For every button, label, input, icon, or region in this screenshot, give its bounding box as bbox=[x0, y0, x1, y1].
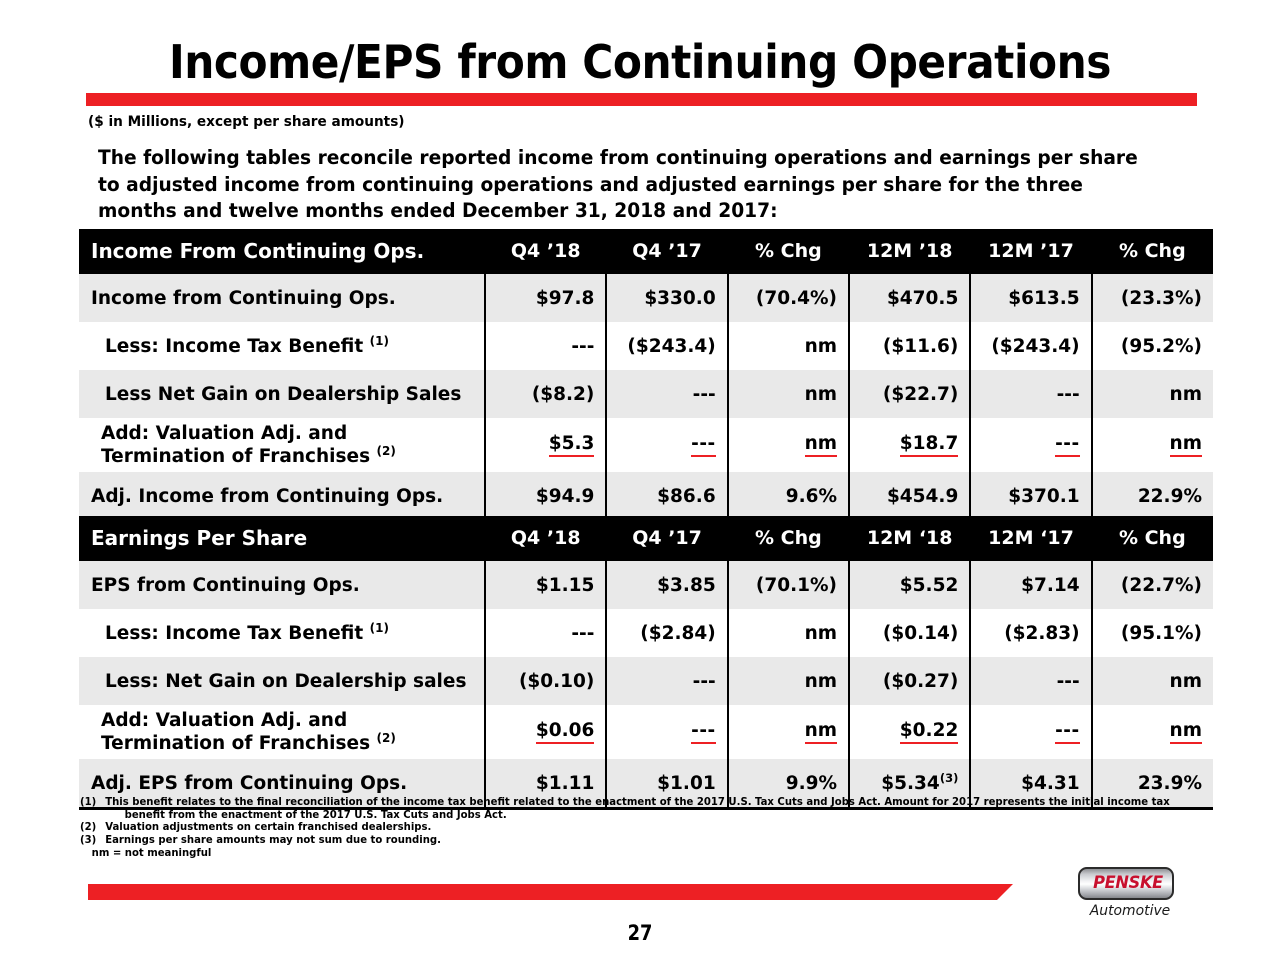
column-header-q4-17: Q4 ’17 bbox=[606, 229, 727, 273]
row-value: (23.3%) bbox=[1092, 273, 1213, 322]
row-value-text: $5.34 bbox=[881, 772, 940, 794]
row-value: $454.9 bbox=[849, 472, 970, 522]
row-value-underlined: nm bbox=[805, 433, 837, 457]
row-label bbox=[79, 418, 485, 472]
row-value: --- bbox=[970, 370, 1091, 418]
row-value-underlined: $5.3 bbox=[549, 433, 595, 457]
row-value: --- bbox=[485, 609, 606, 657]
column-header-12m-17: 12M ‘17 bbox=[970, 516, 1091, 560]
earnings-per-share-table bbox=[79, 516, 1213, 810]
row-value: ($0.14) bbox=[849, 609, 970, 657]
table-row bbox=[79, 418, 1213, 472]
table-row bbox=[79, 273, 1213, 322]
footnote-text: Earnings per share amounts may not sum due to rounding. bbox=[105, 833, 441, 846]
row-label-line1: Add: Valuation Adj. and bbox=[101, 423, 348, 444]
row-value: ($11.6) bbox=[849, 322, 970, 370]
footnote-marker: (2) bbox=[376, 443, 396, 458]
row-value: ($243.4) bbox=[970, 322, 1091, 370]
row-value: --- bbox=[606, 657, 727, 705]
row-label: Income from Continuing Ops. bbox=[79, 273, 485, 322]
column-header-pct-chg-y: % Chg bbox=[1092, 229, 1213, 273]
row-value: nm bbox=[728, 609, 849, 657]
page-number: 27 bbox=[627, 921, 653, 945]
row-label: Less: Net Gain on Dealership sales bbox=[79, 657, 485, 705]
row-value-underlined: $0.22 bbox=[900, 720, 959, 744]
footnotes-block bbox=[80, 796, 1186, 860]
footnote-marker: (2) bbox=[376, 730, 396, 745]
row-value: 9.9% bbox=[728, 759, 849, 809]
row-value bbox=[728, 705, 849, 759]
row-value-underlined: nm bbox=[805, 720, 837, 744]
row-value: ($8.2) bbox=[485, 370, 606, 418]
row-value-underlined: nm bbox=[1170, 433, 1202, 457]
column-header-pct-chg-q: % Chg bbox=[728, 229, 849, 273]
row-value: $1.15 bbox=[485, 560, 606, 609]
row-value bbox=[849, 418, 970, 472]
row-value bbox=[606, 418, 727, 472]
penske-automotive-logo bbox=[1078, 867, 1198, 933]
row-label: Less Net Gain on Dealership Sales bbox=[79, 370, 485, 418]
row-value bbox=[1092, 418, 1213, 472]
row-value: (95.2%) bbox=[1092, 322, 1213, 370]
footnote-item bbox=[80, 796, 1186, 821]
column-header-q4-18: Q4 ’18 bbox=[485, 229, 606, 273]
footnote-mark: (2) bbox=[80, 821, 97, 834]
row-value: $5.52 bbox=[849, 560, 970, 609]
row-value bbox=[849, 705, 970, 759]
row-label bbox=[79, 705, 485, 759]
row-value: 9.6% bbox=[728, 472, 849, 522]
row-value bbox=[970, 418, 1091, 472]
column-header-q4-17: Q4 ’17 bbox=[606, 516, 727, 560]
row-value-underlined: $0.06 bbox=[536, 720, 595, 744]
footnote-item bbox=[80, 834, 1186, 847]
income-table-title: Income From Continuing Ops. bbox=[79, 229, 485, 273]
row-value-underlined: --- bbox=[1055, 720, 1080, 744]
row-value bbox=[606, 705, 727, 759]
row-value: (70.4%) bbox=[728, 273, 849, 322]
footnote-marker: (1) bbox=[369, 620, 389, 635]
row-value: $86.6 bbox=[606, 472, 727, 522]
row-value: --- bbox=[606, 370, 727, 418]
row-value bbox=[970, 705, 1091, 759]
row-label-text: Less: Income Tax Benefit bbox=[105, 335, 364, 357]
table-row bbox=[79, 322, 1213, 370]
row-value-underlined: nm bbox=[1170, 720, 1202, 744]
row-label: Adj. Income from Continuing Ops. bbox=[79, 472, 485, 522]
table-row bbox=[79, 609, 1213, 657]
table-header-row bbox=[79, 516, 1213, 560]
row-value-underlined: --- bbox=[691, 433, 716, 457]
row-value bbox=[1092, 705, 1213, 759]
row-value: $97.8 bbox=[485, 273, 606, 322]
footnote-mark: (1) bbox=[80, 796, 97, 808]
row-value-underlined: --- bbox=[691, 720, 716, 744]
income-from-continuing-ops-table bbox=[79, 229, 1213, 523]
footnote-text: Valuation adjustments on certain franchised dealerships. bbox=[105, 821, 432, 834]
column-header-12m-17: 12M ’17 bbox=[970, 229, 1091, 273]
row-value: ($0.27) bbox=[849, 657, 970, 705]
footnote-marker: (1) bbox=[369, 333, 389, 348]
row-value: $1.01 bbox=[606, 759, 727, 809]
footnote-text-line1: This benefit relates to the final reconciliation of the income tax benefit related to the enactment of the 2017 U.S. Tax Cuts and Jobs Act. Amount for 2017 represents the initial income tax bbox=[105, 796, 1170, 808]
row-label bbox=[79, 609, 485, 657]
footer-accent-rule bbox=[88, 884, 1013, 900]
row-value: 23.9% bbox=[1092, 759, 1213, 809]
row-label-line1: Add: Valuation Adj. and bbox=[101, 710, 348, 731]
footnote-text-line2: benefit from the enactment of the 2017 U.S. Tax Cuts and Jobs Act. bbox=[124, 808, 507, 821]
table-row bbox=[79, 472, 1213, 522]
footnote-item bbox=[80, 821, 1186, 834]
footnote-text bbox=[105, 796, 1186, 821]
table-header-row bbox=[79, 229, 1213, 273]
column-header-pct-chg-q: % Chg bbox=[728, 516, 849, 560]
column-header-12m-18: 12M ‘18 bbox=[849, 516, 970, 560]
logo-badge-shape bbox=[1078, 867, 1174, 900]
row-value bbox=[485, 705, 606, 759]
footnote-nm-note: nm = not meaningful bbox=[91, 847, 212, 860]
row-value-underlined: --- bbox=[1055, 433, 1080, 457]
row-value: nm bbox=[728, 322, 849, 370]
row-label: Adj. EPS from Continuing Ops. bbox=[79, 759, 485, 809]
row-value: ($243.4) bbox=[606, 322, 727, 370]
row-value: $470.5 bbox=[849, 273, 970, 322]
row-value: 22.9% bbox=[1092, 472, 1213, 522]
table-row bbox=[79, 657, 1213, 705]
row-value: $4.31 bbox=[970, 759, 1091, 809]
row-value: $613.5 bbox=[970, 273, 1091, 322]
units-note: ($ in Millions, except per share amounts) bbox=[88, 114, 405, 130]
row-value: $330.0 bbox=[606, 273, 727, 322]
column-header-pct-chg-y: % Chg bbox=[1092, 516, 1213, 560]
row-value: ($2.84) bbox=[606, 609, 727, 657]
logo-subtitle: Automotive bbox=[1089, 903, 1171, 919]
eps-table-title: Earnings Per Share bbox=[79, 516, 485, 560]
table-row bbox=[79, 705, 1213, 759]
header-accent-rule bbox=[86, 93, 1197, 106]
row-value: --- bbox=[485, 322, 606, 370]
intro-paragraph: The following tables reconcile reported income from continuing operations and earnings per share to adjusted income from continuing operations and adjusted earnings per share for the three months and twelve months ended December 31, 2018 and 2017: bbox=[98, 146, 1138, 222]
footnote-mark: (3) bbox=[80, 833, 97, 846]
row-value: $94.9 bbox=[485, 472, 606, 522]
page-title: Income/EPS from Continuing Operations bbox=[168, 35, 1112, 89]
row-value: $7.14 bbox=[970, 560, 1091, 609]
row-value: nm bbox=[1092, 657, 1213, 705]
row-value-underlined: $18.7 bbox=[900, 433, 959, 457]
row-value: $1.11 bbox=[485, 759, 606, 809]
row-value: --- bbox=[970, 657, 1091, 705]
row-value: nm bbox=[728, 370, 849, 418]
row-value: ($2.83) bbox=[970, 609, 1091, 657]
row-value: (22.7%) bbox=[1092, 560, 1213, 609]
column-header-q4-18: Q4 ’18 bbox=[485, 516, 606, 560]
row-value: nm bbox=[1092, 370, 1213, 418]
table-row bbox=[79, 560, 1213, 609]
row-value: $3.85 bbox=[606, 560, 727, 609]
table-row bbox=[79, 370, 1213, 418]
row-label-text: Less: Income Tax Benefit bbox=[105, 622, 364, 644]
footer-accent-rule-shape bbox=[88, 884, 1013, 900]
row-value: ($0.10) bbox=[485, 657, 606, 705]
row-value bbox=[728, 418, 849, 472]
column-header-12m-18: 12M ’18 bbox=[849, 229, 970, 273]
row-label bbox=[79, 322, 485, 370]
row-value: $370.1 bbox=[970, 472, 1091, 522]
row-value: (95.1%) bbox=[1092, 609, 1213, 657]
row-label: EPS from Continuing Ops. bbox=[79, 560, 485, 609]
row-value: nm bbox=[728, 657, 849, 705]
logo-wordmark: PENSKE bbox=[1093, 873, 1163, 893]
row-value: ($22.7) bbox=[849, 370, 970, 418]
row-label-line2: Termination of Franchises bbox=[101, 733, 371, 754]
row-value: (70.1%) bbox=[728, 560, 849, 609]
row-label-line2: Termination of Franchises bbox=[101, 446, 371, 467]
footnote-marker: (3) bbox=[939, 770, 959, 785]
row-value bbox=[485, 418, 606, 472]
